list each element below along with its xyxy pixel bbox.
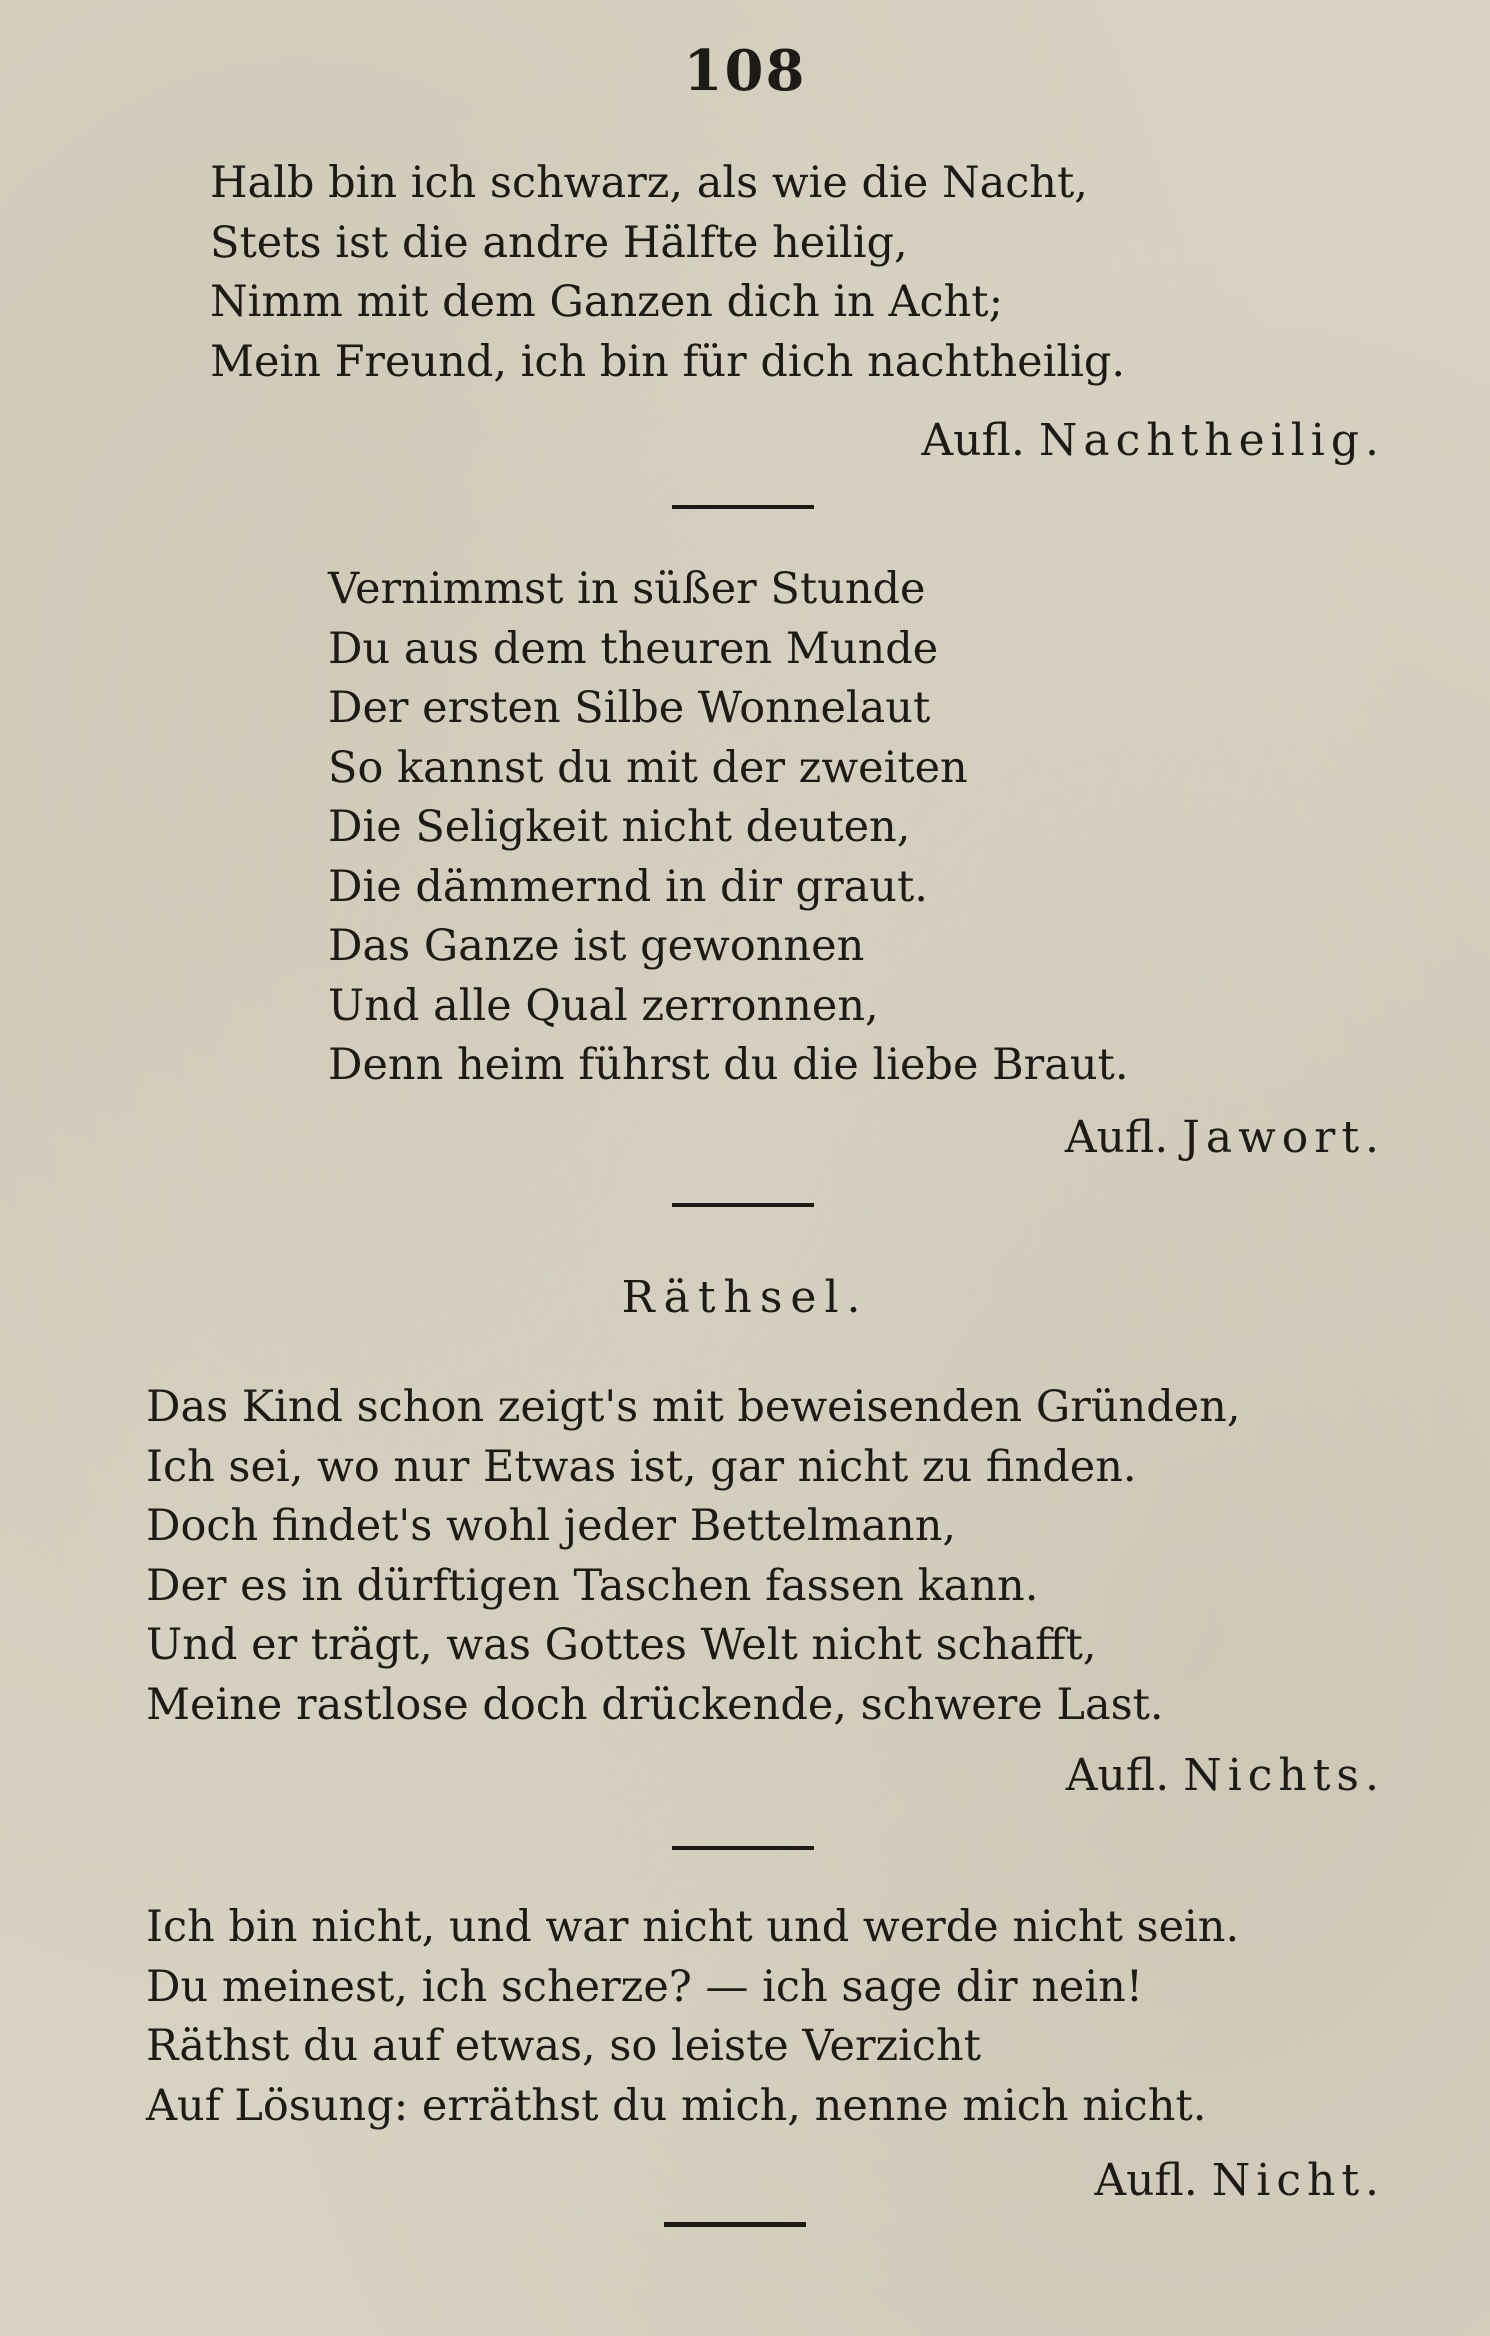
section-divider xyxy=(672,1203,814,1207)
riddle-3-answer xyxy=(1066,1750,1385,1801)
verse-line: Räthst du auf etwas, so leiste Verzicht xyxy=(146,2021,981,2071)
verse-line: Vernimmst in süßer Stunde xyxy=(328,564,926,614)
verse-line: Du meinest, ich scherze? — ich sage dir nein! xyxy=(146,1961,1144,2012)
end-divider xyxy=(664,2222,806,2227)
verse-line: Denn heim führst du die liebe Braut. xyxy=(328,1040,1129,1090)
verse-line: Du aus dem theuren Munde xyxy=(328,623,939,674)
riddle-2 xyxy=(328,560,1129,1096)
verse-line: Halb bin ich schwarz, als wie die Nacht, xyxy=(210,158,1088,208)
page-number: 108 xyxy=(683,38,807,104)
section-divider xyxy=(672,505,814,509)
verse-line: So kannst du mit der zweiten xyxy=(328,742,968,793)
answer-word: Jawort. xyxy=(1182,1112,1385,1163)
verse-line: Der ersten Silbe Wonnelaut xyxy=(328,683,931,733)
verse-line: Stets ist die andre Hälfte heilig, xyxy=(210,217,908,268)
answer-word: Nichts. xyxy=(1183,1750,1385,1801)
verse-line: Die dämmernd in dir graut. xyxy=(328,861,928,912)
verse-line: Ich bin nicht, und war nicht und werde nicht sein. xyxy=(146,1902,1240,1952)
verse-line: Und alle Qual zerronnen, xyxy=(328,980,879,1031)
riddle-2-answer xyxy=(1065,1112,1385,1163)
verse-line: Auf Lösung: erräthst du mich, nenne mich nicht. xyxy=(146,2080,1207,2131)
verse-line: Der es in dürftigen Taschen fassen kann. xyxy=(146,1560,1039,1611)
answer-prefix: Aufl. xyxy=(1065,1750,1170,1801)
riddle-1-answer xyxy=(921,415,1385,466)
answer-prefix: Aufl. xyxy=(921,415,1025,466)
verse-line: Nimm mit dem Ganzen dich in Acht; xyxy=(210,277,1004,327)
verse-line: Das Ganze ist gewonnen xyxy=(328,921,865,971)
answer-word: Nicht. xyxy=(1211,2155,1385,2206)
verse-line: Ich sei, wo nur Etwas ist, gar nicht zu finden. xyxy=(146,1441,1137,1492)
section-heading: Räthsel. xyxy=(621,1272,869,1323)
verse-line: Mein Freund, ich bin für dich nachtheilig. xyxy=(210,336,1126,387)
verse-line: Und er trägt, was Gottes Welt nicht schafft, xyxy=(146,1620,1097,1670)
answer-prefix: Aufl. xyxy=(1064,1112,1169,1163)
riddle-4 xyxy=(146,1898,1239,2136)
verse-line: Das Kind schon zeigt's mit beweisenden Gründen, xyxy=(146,1382,1241,1432)
answer-prefix: Aufl. xyxy=(1094,2155,1198,2206)
verse-line: Meine rastlose doch drückende, schwere Last. xyxy=(146,1679,1164,1730)
riddle-3 xyxy=(146,1378,1241,1735)
riddle-1 xyxy=(210,154,1125,392)
section-divider xyxy=(672,1846,814,1850)
answer-word: Nachtheilig. xyxy=(1038,415,1385,466)
riddle-4-answer xyxy=(1094,2155,1385,2206)
verse-line: Die Seligkeit nicht deuten, xyxy=(328,802,911,852)
verse-line: Doch findet's wohl jeder Bettelmann, xyxy=(146,1501,957,1551)
